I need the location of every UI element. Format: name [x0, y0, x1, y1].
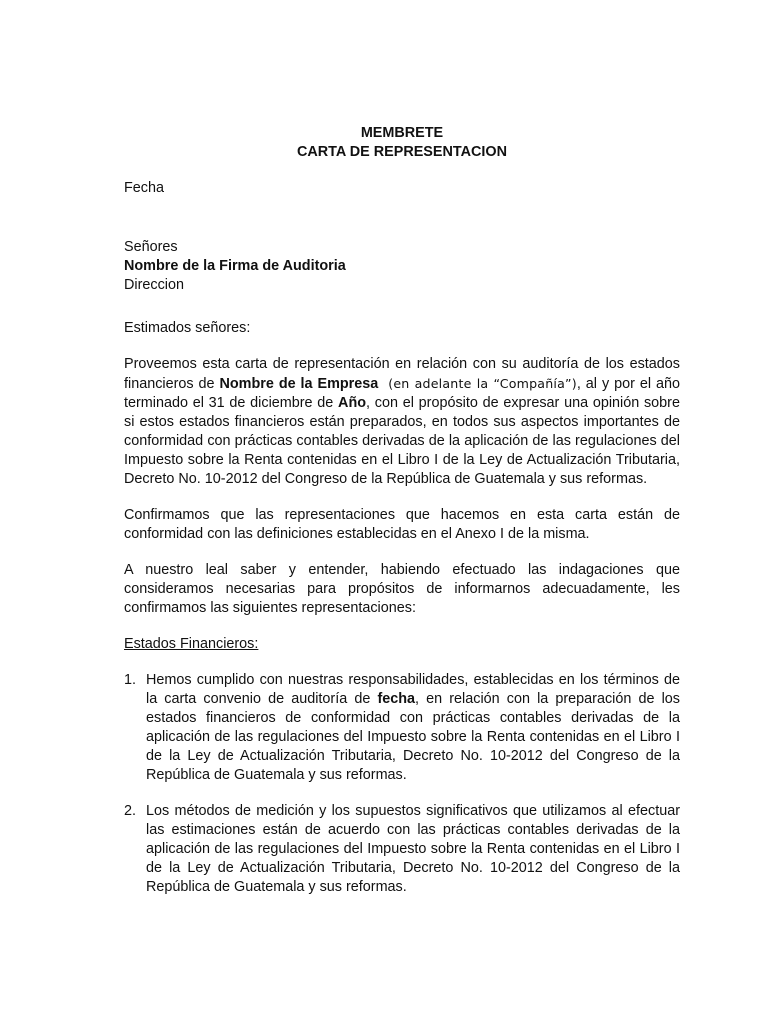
paragraph-confirmation: Confirmamos que las representaciones que hacemos en esta carta están de conformidad con las definiciones establecidas en el Anexo I de la misma.: [124, 507, 680, 542]
date-label: Fecha: [124, 180, 164, 196]
paragraph-representation: [124, 355, 680, 489]
list-item-number: 2.: [124, 803, 137, 819]
letterhead: MEMBRETE: [360, 125, 444, 141]
list-item: [124, 671, 680, 785]
company-parenthetical: (en adelante la “Compañía”): [388, 376, 577, 391]
list-item-number: 1.: [124, 672, 137, 688]
item1-part1: Hemos cumplido con nuestras responsabilidades, establecidas en los términos de la carta convenio de auditoría de: [146, 672, 680, 707]
list-item: [124, 802, 680, 897]
item1-part2: , en relación con la preparación de los estados financieros de conformidad con prácticas contables derivadas de la aplicación de las regulaciones del Impuesto sobre la Renta contenidas en el Libro I de la Ley de Actualización Tributaria, Decreto No. 10-2012 del Congreso de la República de Guatemala y sus reformas.: [146, 691, 680, 783]
greeting: Estimados señores:: [124, 320, 251, 336]
company-name: Nombre de la Empresa: [219, 376, 379, 392]
addressee-firm-name: Nombre de la Firma de Auditoria: [124, 258, 346, 274]
paragraph-inquiries: A nuestro leal saber y entender, habiendo efectuado las indagaciones que consideramos necesarias para propósitos de informarnos adecuadamente, les confirmamos las siguientes representaciones:: [124, 562, 680, 616]
paragraph1-part2: , al y por el año terminado el 31 de diciembre de: [124, 376, 680, 411]
document-page: [124, 124, 680, 897]
item2-text: Los métodos de medición y los supuestos significativos que utilizamos al efectuar las estimaciones están de acuerdo con las prácticas contables derivadas de la aplicación de las regulaciones del Impuesto sobre la Renta contenidas en el Libro I de la Ley de Actualización Tributaria, Decreto No. 10-2012 del Congreso de la República de Guatemala y sus reformas.: [146, 803, 680, 895]
item1-date-placeholder: fecha: [377, 691, 416, 707]
paragraph1-part1: Proveemos esta carta de representación en relación con su auditoría de los estados financieros de: [124, 356, 680, 392]
paragraph1-part3: , con el propósito de expresar una opinión sobre si estos estados financieros están preparados, en todos sus aspectos importantes de conformidad con prácticas contables derivadas de la aplicación de las regulaciones del Impuesto sobre la Renta contenidas en el Libro I de la Ley de Actualización Tributaria, Decreto No. 10-2012 del Congreso de la República de Guatemala y sus reformas.: [124, 395, 680, 487]
year-placeholder: Año: [338, 395, 367, 411]
representations-list: [124, 671, 680, 897]
section-heading-financial-statements: Estados Financieros:: [124, 636, 259, 652]
addressee-salutation: Señores: [124, 239, 178, 255]
document-title: CARTA DE REPRESENTACION: [296, 144, 507, 160]
addressee-block: [124, 238, 680, 295]
addressee-address: Direccion: [124, 277, 184, 293]
